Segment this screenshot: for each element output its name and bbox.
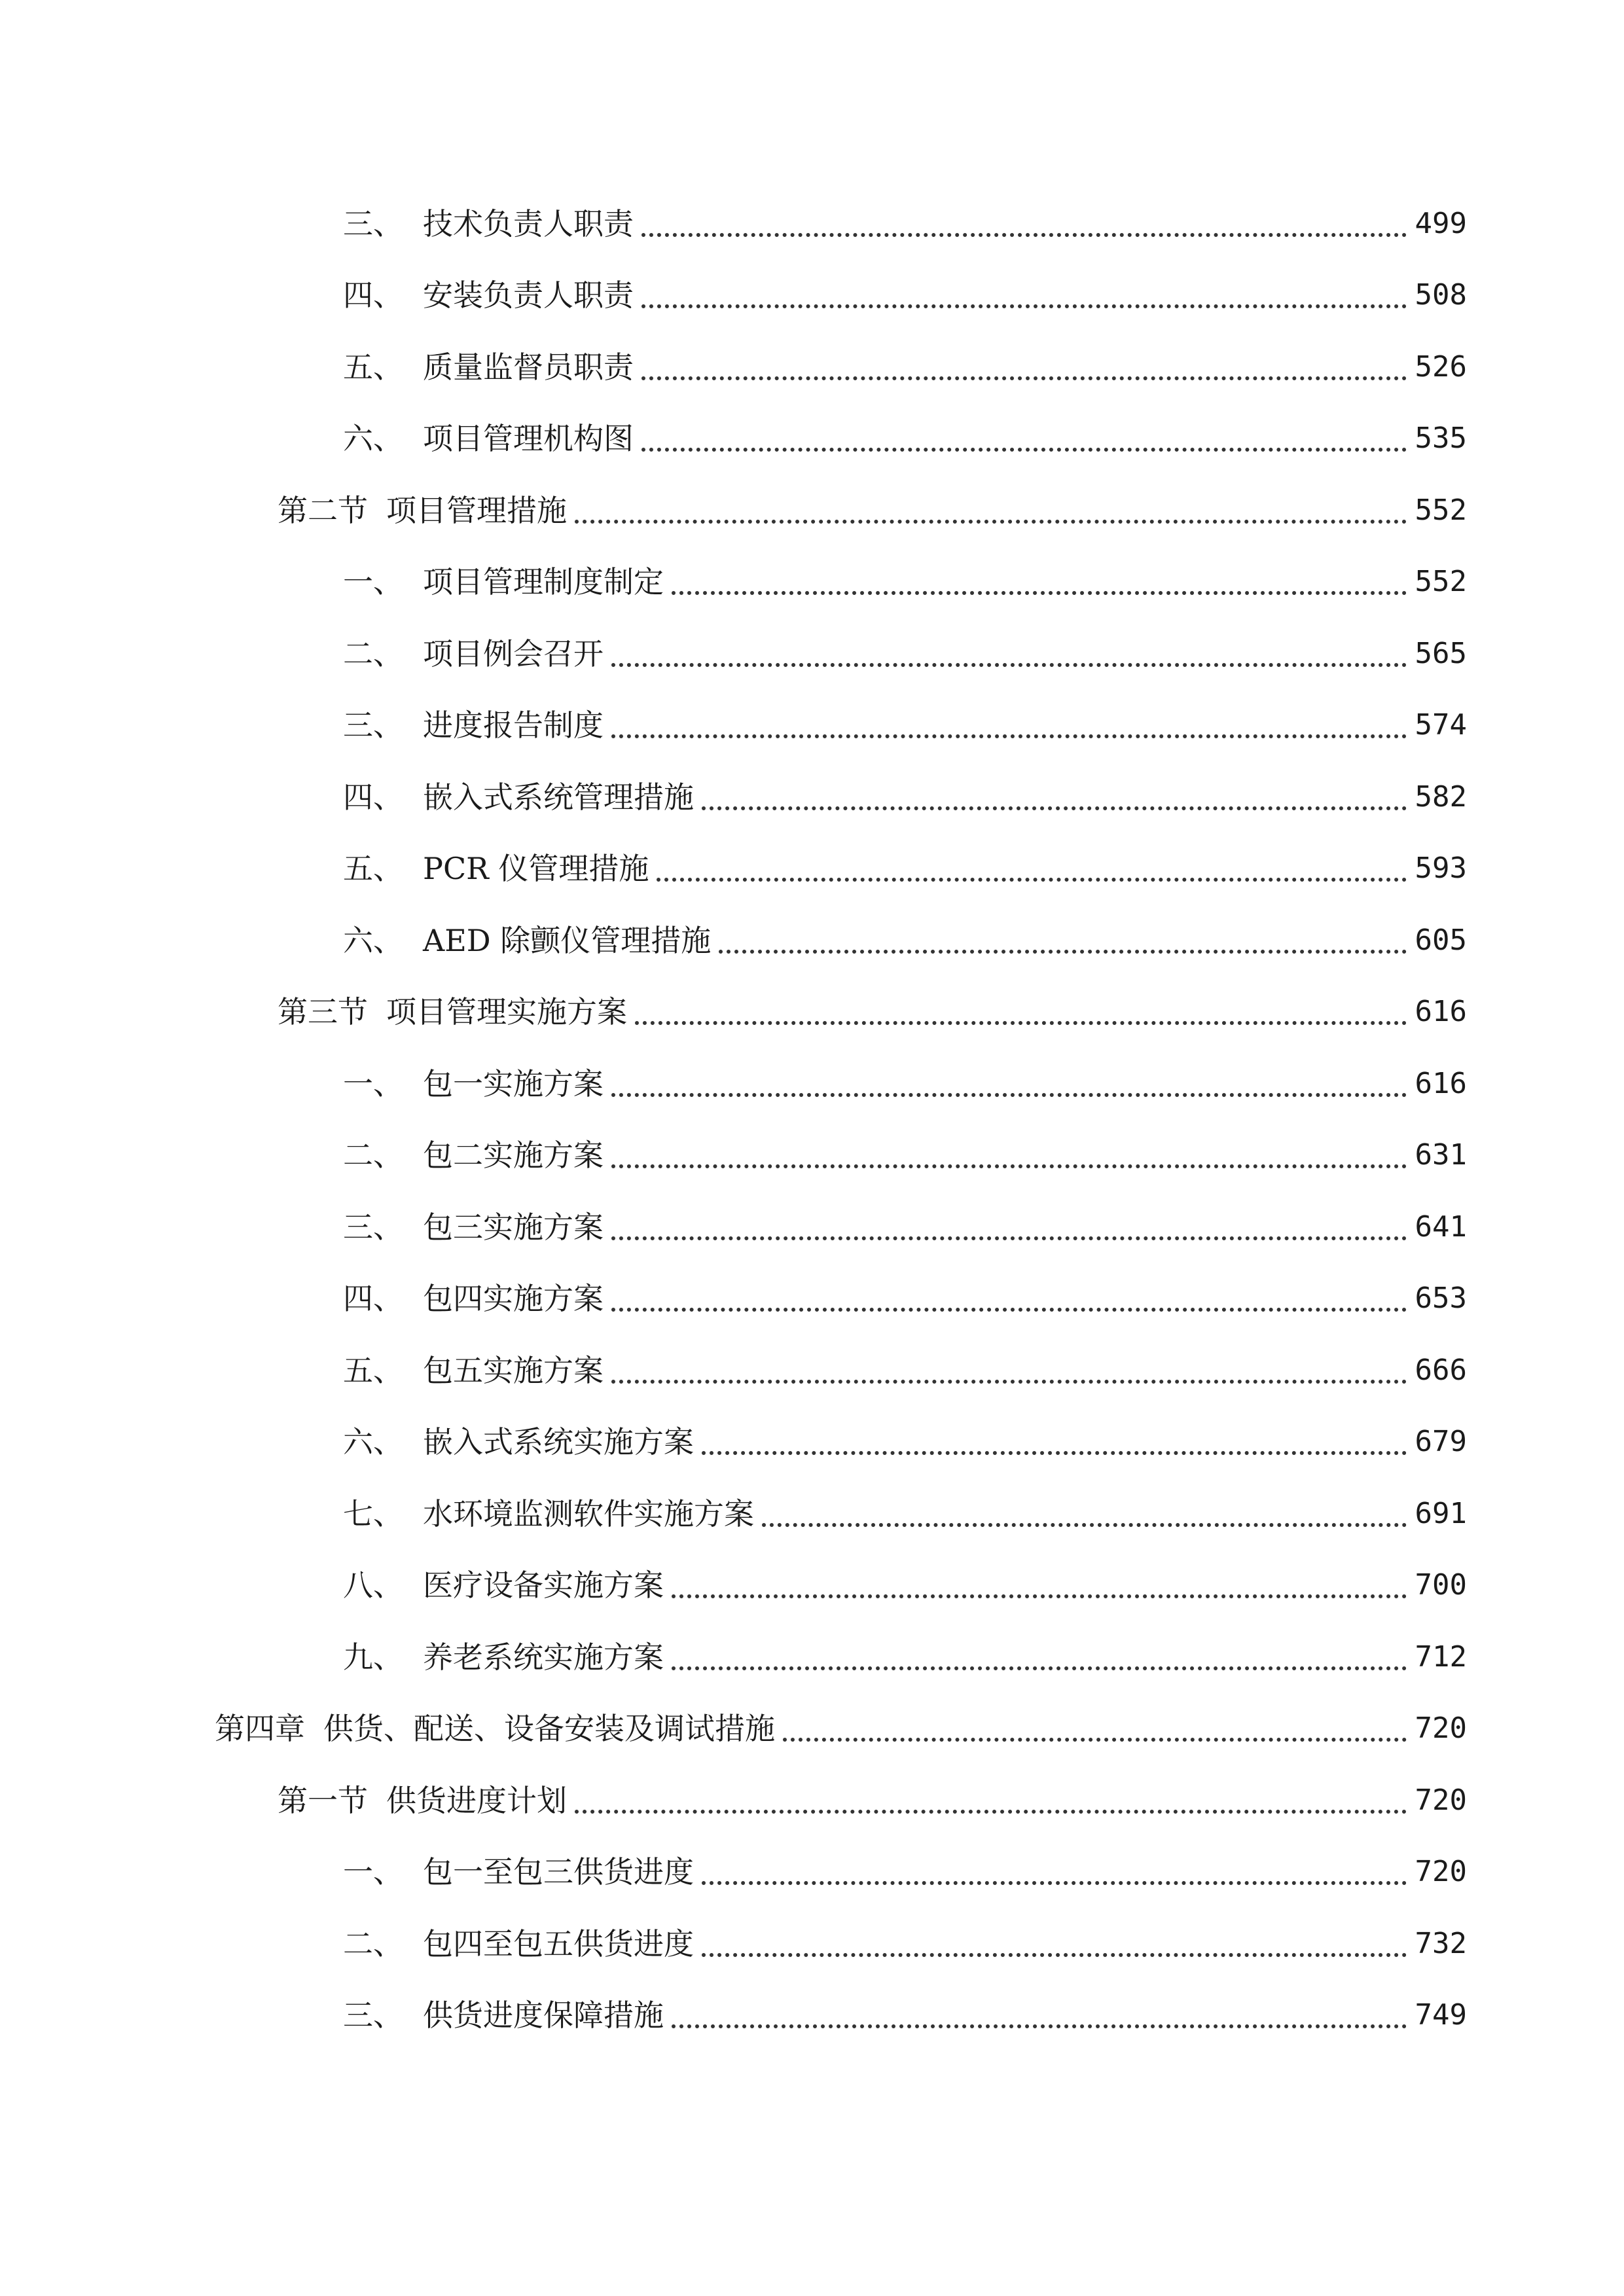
toc-entry-page-number: 732 [1415,1926,1467,1960]
toc-entry-page-number: 574 [1415,708,1467,742]
toc-entry[interactable] [0,905,1624,977]
toc-entry-title: 供货进度保障措施 [423,1998,664,2034]
toc-entry-number: 五、 [343,349,403,385]
toc-dot-leader [641,348,1407,387]
table-of-contents [0,188,1624,2051]
toc-entry-title: PCR 仪管理措施 [423,851,649,887]
toc-entry[interactable] [0,1191,1624,1263]
toc-dot-leader [611,1279,1407,1318]
toc-entry-page-number: 508 [1415,278,1467,312]
toc-entry[interactable] [0,1407,1624,1479]
toc-dot-leader [611,706,1407,745]
toc-entry-page-number: 691 [1415,1496,1467,1530]
toc-entry[interactable] [0,1980,1624,2052]
toc-entry[interactable] [0,331,1624,403]
toc-dot-leader [611,1208,1407,1247]
toc-dot-leader [575,1781,1407,1820]
toc-entry[interactable] [0,1478,1624,1550]
toc-entry-page-number: 499 [1415,206,1467,240]
toc-dot-leader [635,992,1407,1031]
toc-entry-title: 包三实施方案 [423,1209,604,1245]
toc-dot-leader [611,634,1407,673]
toc-dot-leader [762,1494,1407,1534]
toc-entry-page-number: 616 [1415,995,1467,1029]
toc-entry-title: 包一至包三供货进度 [423,1854,694,1890]
toc-entry-page-number: 526 [1415,350,1467,384]
toc-entry-number: 八、 [343,1568,403,1604]
toc-entry-number: 三、 [343,1209,403,1245]
toc-entry[interactable] [0,1837,1624,1909]
toc-entry-page-number: 641 [1415,1210,1467,1244]
toc-entry-number: 二、 [343,636,403,672]
toc-dot-leader [611,1351,1407,1390]
toc-entry-number: 二、 [343,1926,403,1962]
toc-entry[interactable] [0,1335,1624,1407]
toc-dot-leader [575,491,1407,530]
toc-dot-leader [672,1996,1407,2035]
toc-entry[interactable] [0,1908,1624,1980]
toc-entry-page-number: 720 [1415,1712,1467,1746]
toc-entry-number: 一、 [343,564,403,600]
toc-entry-number: 六、 [343,421,403,457]
toc-entry-page-number: 653 [1415,1282,1467,1316]
toc-dot-leader [783,1709,1407,1748]
toc-entry-number: 四、 [343,779,403,815]
toc-entry[interactable] [0,1765,1624,1837]
toc-entry-page-number: 593 [1415,852,1467,886]
toc-entry[interactable] [0,260,1624,332]
toc-entry[interactable] [0,1263,1624,1335]
toc-entry-title: 包五实施方案 [423,1352,604,1388]
toc-dot-leader [702,1924,1407,1964]
toc-entry-number: 第二节 [278,492,368,528]
toc-entry-title: 水环境监测软件实施方案 [423,1496,754,1532]
toc-entry-page-number: 700 [1415,1568,1467,1602]
toc-entry-page-number: 679 [1415,1425,1467,1459]
toc-entry-number: 三、 [343,206,403,242]
toc-entry-title: 包四至包五供货进度 [423,1926,694,1962]
toc-entry[interactable] [0,833,1624,905]
toc-entry-page-number: 720 [1415,1855,1467,1889]
toc-entry[interactable] [0,188,1624,260]
toc-entry-title: 包二实施方案 [423,1138,604,1174]
toc-entry-title: 技术负责人职责 [423,206,634,242]
toc-entry[interactable] [0,1048,1624,1120]
toc-entry-title: 供货、配送、设备安装及调试措施 [323,1711,775,1747]
toc-dot-leader [611,1136,1407,1175]
toc-entry-number: 第四章 [215,1711,305,1747]
toc-dot-leader [702,778,1407,817]
toc-entry-page-number: 616 [1415,1066,1467,1100]
toc-dot-leader [672,1566,1407,1605]
toc-entry-title: 医疗设备实施方案 [423,1568,664,1604]
toc-entry-page-number: 552 [1415,565,1467,599]
toc-entry[interactable] [0,1693,1624,1765]
toc-entry-title: 包一实施方案 [423,1066,604,1102]
toc-entry-number: 六、 [343,922,403,958]
toc-dot-leader [672,1638,1407,1677]
toc-entry-page-number: 552 [1415,493,1467,527]
toc-entry-title: 包四实施方案 [423,1281,604,1317]
toc-entry-title: 供货进度计划 [386,1782,567,1818]
toc-entry-number: 三、 [343,1998,403,2034]
toc-entry[interactable] [0,761,1624,833]
toc-entry-title: 安装负责人职责 [423,278,634,314]
toc-entry-page-number: 749 [1415,1998,1467,2032]
toc-entry-number: 四、 [343,278,403,314]
toc-entry-number: 二、 [343,1138,403,1174]
toc-entry-page-number: 582 [1415,780,1467,814]
toc-entry-page-number: 565 [1415,636,1467,670]
toc-dot-leader [641,204,1407,243]
toc-entry-title: 项目管理机构图 [423,421,634,457]
toc-entry-page-number: 666 [1415,1353,1467,1387]
toc-entry[interactable] [0,690,1624,762]
toc-entry-number: 五、 [343,851,403,887]
toc-entry-number: 一、 [343,1854,403,1890]
toc-entry[interactable] [0,977,1624,1049]
toc-entry-number: 一、 [343,1066,403,1102]
toc-entry-page-number: 712 [1415,1640,1467,1674]
toc-entry-title: 项目管理制度制定 [423,564,664,600]
toc-entry[interactable] [0,1621,1624,1693]
toc-entry-number: 第三节 [278,994,368,1030]
toc-entry-title: AED 除颤仪管理措施 [423,922,712,958]
toc-entry-number: 七、 [343,1496,403,1532]
toc-entry-page-number: 605 [1415,923,1467,957]
toc-dot-leader [641,419,1407,458]
toc-dot-leader [702,1422,1407,1462]
toc-entry-page-number: 720 [1415,1783,1467,1817]
toc-entry-title: 养老系统实施方案 [423,1639,664,1675]
toc-entry-page-number: 631 [1415,1138,1467,1172]
toc-entry-title: 质量监督员职责 [423,349,634,385]
toc-entry-number: 五、 [343,1352,403,1388]
toc-dot-leader [657,849,1407,888]
toc-entry-number: 三、 [343,708,403,744]
toc-entry[interactable] [0,403,1624,475]
toc-entry[interactable] [0,1550,1624,1622]
toc-entry-title: 项目例会召开 [423,636,604,672]
toc-entry-number: 第一节 [278,1782,368,1818]
toc-entry-title: 嵌入式系统实施方案 [423,1424,694,1460]
toc-entry[interactable] [0,547,1624,619]
toc-dot-leader [611,1064,1407,1103]
toc-entry-number: 九、 [343,1639,403,1675]
toc-entry[interactable] [0,618,1624,690]
toc-entry-title: 进度报告制度 [423,708,604,744]
toc-entry-page-number: 535 [1415,422,1467,456]
toc-entry-number: 四、 [343,1281,403,1317]
toc-dot-leader [719,921,1407,960]
toc-entry-title: 项目管理实施方案 [386,994,627,1030]
toc-entry-number: 六、 [343,1424,403,1460]
toc-entry[interactable] [0,1120,1624,1192]
toc-dot-leader [641,276,1407,315]
toc-entry-title: 项目管理措施 [386,492,567,528]
toc-dot-leader [672,562,1407,601]
toc-entry[interactable] [0,475,1624,547]
toc-entry-title: 嵌入式系统管理措施 [423,779,694,815]
toc-dot-leader [702,1852,1407,1892]
